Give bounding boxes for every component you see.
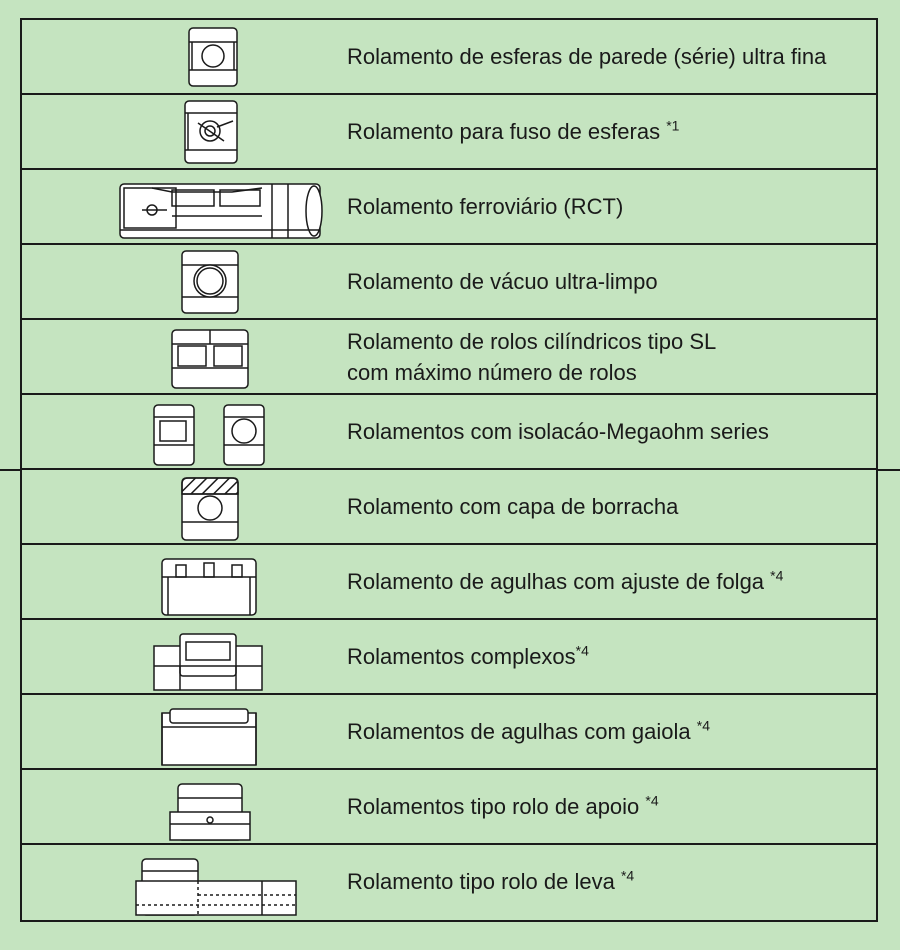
table-row (22, 470, 876, 545)
caged-needle-bearing-icon (112, 695, 332, 768)
row-label: Rolamentos com isolacáo-Megaohm series (347, 419, 769, 444)
row-label: Rolamento de rolos cilíndricos tipo SL com máximo número de rolos (347, 328, 717, 385)
row-label: Rolamentos tipo rolo de apoio $^{*4}$ (347, 792, 659, 819)
rubber-covered-bearing-icon (112, 470, 332, 543)
row-label: Rolamento com capa de borracha (347, 494, 679, 519)
row-label: Rolamento tipo rolo de leva $^{*4}$ (347, 867, 635, 894)
table-row (22, 320, 876, 395)
table-row (22, 20, 876, 95)
table-row (22, 695, 876, 770)
table-row (22, 545, 876, 620)
support-roller-bearing-icon (112, 770, 332, 843)
railway-bearing-icon (112, 170, 332, 243)
ball-screw-support-bearing-icon (112, 95, 332, 168)
row-label: Rolamentos complexos$^{*4}$ (347, 642, 589, 669)
table-row (22, 170, 876, 245)
row-label: Rolamento ferroviário (RCT) (347, 194, 624, 219)
cylindrical-roller-bearing-icon (112, 320, 332, 393)
thin-section-ball-bearing-icon (112, 20, 332, 93)
table-row (22, 770, 876, 845)
vacuum-bearing-icon (112, 245, 332, 318)
cam-follower-bearing-icon (112, 845, 332, 918)
row-label: Rolamentos de agulhas com gaiola $^{*4}$ (347, 717, 710, 744)
bearing-types-table (20, 18, 878, 922)
adjustable-needle-bearing-icon (112, 545, 332, 618)
row-label: Rolamento de agulhas com ajuste de folga $^{*4}$ (347, 567, 784, 594)
row-label: Rolamento de esferas de parede (série) ultra fina (347, 44, 827, 69)
table-row (22, 620, 876, 695)
row-label: Rolamento para fuso de esferas $^{*1}$ (347, 117, 680, 144)
table-row (22, 395, 876, 470)
insulated-bearing-icon (112, 395, 332, 468)
row-label: Rolamento de vácuo ultra-limpo (347, 269, 658, 294)
left-separator-line (0, 469, 20, 471)
table-row (22, 845, 876, 920)
table-row (22, 95, 876, 170)
complex-bearing-icon (112, 620, 332, 693)
table-row (22, 245, 876, 320)
right-separator-line (878, 469, 900, 471)
